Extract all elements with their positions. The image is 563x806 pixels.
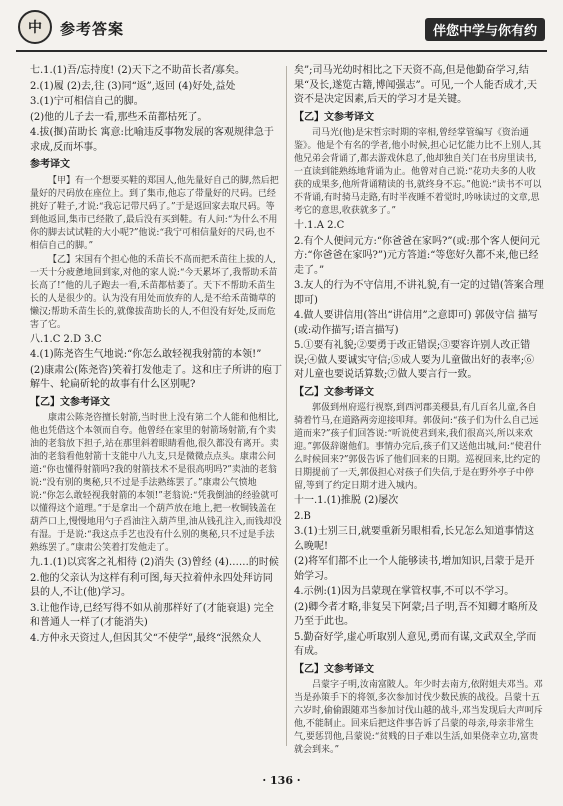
translation-paragraph: 吕蒙字子明,汝南富陂人。年少时去南方,依附姐夫邓当。邓当是孙策手下的将领,多次参加讨伐少数民族的战役。吕蒙十五六岁时,偷偷跟随邓当参加讨伐山越的战斗,邓当发现后大声呵斥他,不能制止。回来后把这件事告诉了吕蒙的母亲,母亲非常生气,要惩罚他,吕蒙说:“贫贱的日子难以生活,如果侥幸立功,富贵就会到来。”: [294, 680, 543, 754]
right-column: [294, 64, 544, 754]
translation-paragraph: 康肃公陈尧咨擅长射箭,当时世上没有第二个人能和他相比,他也凭借这个本领而自夸。他曾经在家里的射箭场射箭,有个卖油的老翁放下担子,站在那里斜着眼睛看他,很久都没有离开。卖油的老翁看他射箭十支能中八九支,只是微微点点头。康肃公问道:“你也懂得射箭吗?我的射箭技术不是很高明吗?”卖油的老翁说:“没有别的奥秘,只不过是手法熟练罢了。”康肃公气愤地说:“你怎么敢轻视我射箭的本领!”老翁说:“凭我倒油的经验就可以懂得这个道理。”于是拿出一个葫芦放在地上,把一枚铜钱盖在葫芦口上,慢慢地用勺子舀油注入葫芦里,油从钱孔注入,而钱却没有湿。于是说:“我这点手艺也没有什么别的奥秘,只不过是手法熟练罢了。”康肃公笑着打发他走了。: [30, 413, 282, 553]
answer-line: 3.(1)宁可相信自己的脚。: [30, 96, 144, 107]
answer-line: 3.让他作诗,已经写得不如从前那样好了(才能衰退) 完全和普通人一样了(才能消失): [30, 602, 274, 628]
answer-line: 2.(1)履 (2)去,往 (3)同“返”,返回 (4)好处,益处: [30, 80, 236, 92]
answer-line: (2)他的儿子去一看,那些禾苗都枯死了。: [30, 111, 208, 123]
page-number: · 136 ·: [262, 774, 301, 787]
translation-paragraph: 【甲】有一个想要买鞋的郑国人,他先量好自己的脚,然后把量好的尺码放在座位上。到了集市,他忘了带量好的尺码。已经挑好了鞋子,才说:“我忘记带尺码了。”于是返回家去取尺码。等到他返回,集市已经散了,最后没有买到鞋。有人问:“为什么不用你的脚去试试鞋的大小呢?”他说:“我宁可相信量好的尺码,也不相信自己的脚。”: [30, 175, 279, 251]
section-heading: 【乙】文参考译文: [294, 663, 374, 675]
page-header: [0, 0, 563, 58]
answer-line: (2)康肃公(陈尧咨)笑着打发他走了。这和庄子所讲的庖丁解牛、轮扁斫轮的故事有什么区别呢?: [30, 364, 282, 390]
answer-line: 十一.1.(1)推脱 (2)屡次: [294, 495, 399, 506]
section-heading: 【乙】文参考译文: [30, 396, 110, 408]
answer-line: 5.①要有礼貌;②要勇于改正错误;③要容许别人改正错误;④做人要诚实守信;⑤成人要为儿童做出好的表率;⑥对儿童也要说话算数;⑦做人要言行一致。: [294, 340, 535, 380]
translation-paragraph: 司马光(他)是宋哲宗时期的宰相,曾经掌管编写《资治通鉴》。他是个有名的学者,他小时候,担心记忆能力比不上别人,其他兄弟会背诵了,都去游戏休息了,他却独自关门在书房里读书,一直读到能熟练地背诵为止。他曾对自己说:“花功夫多的人收获的成果多,他所背诵精读的书,就终身不忘。”他说:“读书不可以不背诵,有时骑马走路,有时半夜睡不着觉时,吟咏读过的文章,思考它的意思,收获就多了。”: [294, 128, 542, 216]
section-heading: 参考译文: [30, 159, 70, 170]
answer-line: 4.(1)陈尧咨生气地说:“你怎么敢轻视我射箭的本领!”: [30, 349, 262, 360]
column-divider: [286, 66, 287, 746]
answer-line: 九.1.(1)以宾客之礼相待 (2)消失 (3)曾经 (4)……的时候: [30, 557, 279, 568]
answer-line: 2.B: [294, 510, 311, 522]
answer-line: 5.勤奋好学,虚心听取别人意见,勇而有谋,文武双全,学而有成。: [294, 631, 537, 657]
answer-line: 矣”;司马光幼时相比之下天资不高,但是他勤奋学习,结果“及长,遂览古籍,博闻强志”。可见,一个人能否成才,天资不是决定因素,后天的学习才是关键。: [294, 65, 537, 105]
header-rule: [16, 50, 547, 52]
section-heading: 【乙】文参考译文: [294, 111, 374, 123]
answer-line: 2.他的父亲认为这样有利可图,每天拉着仲永四处拜访同县的人,不让(他)学习。: [30, 572, 273, 598]
answer-line: (2)将军们都不止一个人能够读书,增加知识,吕蒙于是开始学习。: [294, 556, 535, 582]
left-column: [30, 64, 282, 754]
answer-line: 4.示例:(1)因为吕蒙现在掌管权事,不可以不学习。: [294, 586, 515, 597]
header-badge: 伴您中学与你有约: [425, 18, 545, 41]
answer-line: 4.方仲永天资过人,但因其父“不使学”,最终“泯然众人: [30, 632, 262, 644]
answer-line: 七.1.(1)吾/忘持度! (2)天下之不助苗长者/寡矣。: [30, 65, 245, 76]
header-title: 参考答案: [60, 20, 125, 38]
answer-line: 2.有个人便问元方:“你爸爸在家吗?”(或:那个客人便问元方:“你爸爸在家吗?”)元方答道:“等您好久都不来,他已经走了。”: [294, 235, 540, 276]
translation-paragraph: 郭伋到州府巡行视察,到西河郡美稷县,有几百名儿童,各自骑着竹马,在道路两旁迎接叩拜。郭伋问:“孩子们为什么自己远道而来?”孩子们回答说:“听说使君到来,我们很高兴,所以来欢迎。”郭伋辞谢他们。事情办完后,孩子们又送他出城,问:“使君什么时候回来?”郭伋告诉了他们回来的日期。巡视回来,比约定的日期提前了一天,郭伋担心对孩子们失信,于是在野外亭子中停留,等到了约定日期才进入城内。: [294, 403, 542, 491]
answer-line: 4.做人要讲信用(答出“讲信用”之意即可) 郭伋守信 描写(或:动作描写;语言描写): [294, 310, 538, 336]
publisher-logo-icon: 中: [18, 10, 52, 44]
answer-line: 八.1.C 2.D 3.C: [30, 333, 102, 345]
answer-line: 十.1.A 2.C: [294, 220, 345, 231]
section-heading: 【乙】文参考译文: [294, 386, 374, 398]
answer-line: (2)卿今者才略,非复吴下阿蒙;吕子明,吾不知卿才略所及乃至于此也。: [294, 601, 538, 627]
answer-line: 4.拔(揠)苗助长 寓意:比喻违反事物发展的客观规律急于求成,反而坏事。: [30, 127, 274, 153]
answer-line: 3.(1)士别三日,就要重新另眼相看,长兄怎么知道事情这么晚呢!: [294, 526, 535, 552]
answer-line: 3.友人的行为不守信用,不讲礼貌,有一定的过错(答案合理即可): [294, 280, 544, 306]
translation-paragraph: 【乙】宋国有个担心他的禾苗长不高而把禾苗往上拔的人,一天十分疲惫地回到家,对他的家人说:“今天累坏了,我帮助禾苗长高了!”他的儿子跑去一看,禾苗都枯萎了。天下不帮助禾苗生长的人是很少的。认为没有用处而放弃的人,是不给禾苗锄草的懒汉;帮助禾苗生长的,就像拔苗助长的人,不但没有好处,反而危害了它。: [30, 254, 278, 330]
